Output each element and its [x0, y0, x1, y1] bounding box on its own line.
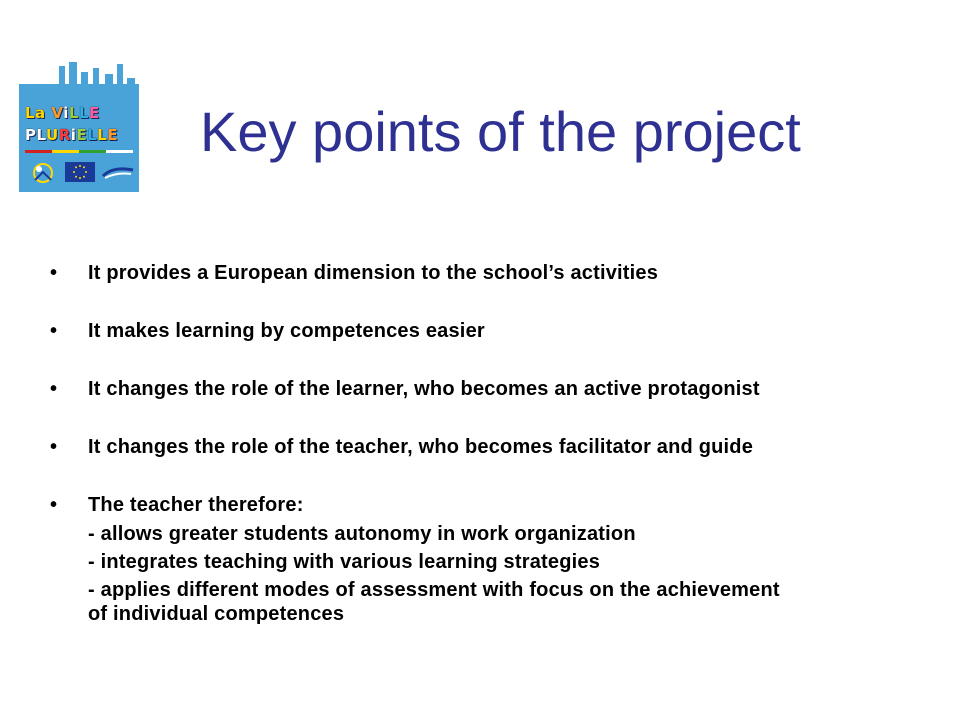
logo-letter: L — [36, 126, 47, 144]
bullet-symbol: • — [50, 436, 58, 458]
logo-letter: i — [70, 126, 77, 144]
logo-letter: E — [89, 104, 100, 122]
logo-letter: U — [46, 126, 59, 144]
bullet-symbol: • — [50, 378, 58, 400]
logo-color-rule — [25, 150, 133, 153]
logo-skyline — [117, 64, 123, 86]
logo-letter: L — [97, 126, 108, 144]
project-logo — [19, 62, 139, 192]
logo-letter: L — [68, 104, 79, 122]
logo-letter: E — [76, 126, 88, 144]
logo-skyline — [69, 62, 77, 86]
logo-letter: L — [87, 126, 98, 144]
comenius-emblem-icon — [29, 160, 57, 186]
sub-item: - integrates teaching with various learning strategies — [88, 551, 601, 573]
eu-flag-icon — [65, 162, 95, 182]
sub-item-continuation: of individual competences — [88, 603, 345, 625]
bullet-symbol: • — [50, 320, 58, 342]
bullet-item — [0, 262, 960, 288]
logo-letter: L — [79, 104, 90, 122]
logo-letter: E — [107, 126, 119, 144]
bullet-symbol: • — [50, 262, 58, 284]
logo-letter: i — [63, 104, 69, 122]
bullet-text: It changes the role of the learner, who becomes an active protagonist — [88, 378, 760, 400]
logo-letter: R — [58, 126, 71, 144]
logo-letter: La — [25, 104, 46, 122]
logo-letter: P — [25, 126, 37, 144]
logo-skyline — [59, 66, 65, 86]
bullet-item — [0, 436, 960, 462]
logo-wordmark-line1 — [25, 106, 100, 121]
bullet-item — [0, 494, 960, 520]
page-title: Key points of the project — [200, 100, 801, 163]
swoosh-emblem-icon — [101, 164, 135, 182]
sub-item: - applies different modes of assessment with focus on the achievement — [88, 579, 780, 601]
bullet-text: The teacher therefore: — [88, 494, 304, 516]
bullet-text: It makes learning by competences easier — [88, 320, 485, 342]
logo-wordmark-line2 — [25, 128, 118, 143]
logo-letter: V — [51, 104, 64, 122]
bullet-symbol: • — [50, 494, 58, 516]
bullet-item — [0, 320, 960, 346]
bullet-text: It provides a European dimension to the school’s activities — [88, 262, 659, 284]
sub-item: - allows greater students autonomy in work organization — [88, 523, 636, 545]
logo-emblems — [29, 160, 133, 186]
bullet-text: It changes the role of the teacher, who becomes facilitator and guide — [88, 436, 754, 458]
bullet-item — [0, 378, 960, 404]
